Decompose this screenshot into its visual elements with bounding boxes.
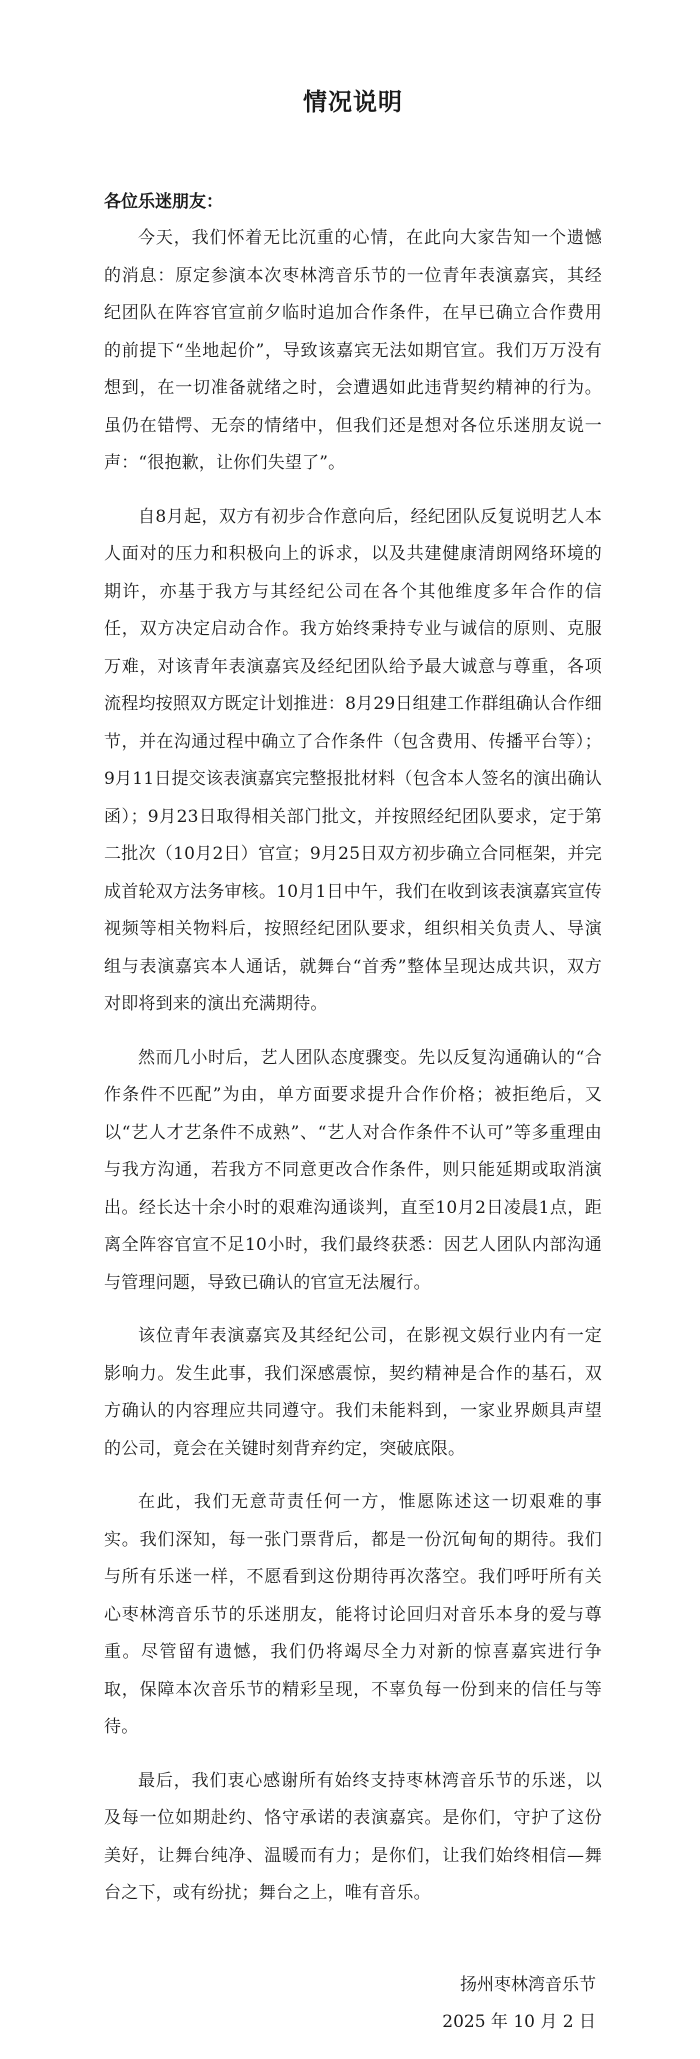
document-title: 情况说明	[303, 88, 403, 116]
paragraph-6: 最后，我们衷心感谢所有始终支持枣林湾音乐节的乐迷，以及每一位如期赴约、恪守承诺的表演嘉宾。是你们，守护了这份美好，让舞台纯净、温暖而有力；是你们，让我们始终相信—舞台之下，或有纷扰；舞台之上，唯有音乐。	[104, 1770, 602, 1903]
signature-organization: 扬州枣林湾音乐节	[460, 1974, 596, 1995]
signature-date: 2025 年 10 月 2 日	[442, 2011, 596, 2032]
signature-block	[104, 1967, 602, 2041]
paragraph-1: 今天，我们怀着无比沉重的心情，在此向大家告知一个遗憾的消息：原定参演本次枣林湾音乐节的一位青年表演嘉宾，其经纪团队在阵容官宣前夕临时追加合作条件，在早已确立合作费用的前提下“坐地起价”，导致该嘉宾无法如期官宣。我们万万没有想到，在一切准备就绪之时，会遭遇如此违背契约精神的行为。虽仍在错愕、无奈的情绪中，但我们还是想对各位乐迷朋友说一声：“很抱歉，让你们失望了”。	[104, 228, 602, 473]
salutation: 各位乐迷朋友：	[104, 192, 223, 212]
paragraph-4: 该位青年表演嘉宾及其经纪公司，在影视文娱行业内有一定影响力。发生此事，我们深感震惊，契约精神是合作的基石，双方确认的内容理应共同遵守。我们未能料到，一家业界颇具声望的公司，竟会在关键时刻背弃约定，突破底限。	[104, 1326, 602, 1459]
paragraph-2: 自8月起，双方有初步合作意向后，经纪团队反复说明艺人本人面对的压力和积极向上的诉求，以及共建健康清朗网络环境的期许，亦基于我方与其经纪公司在各个其他维度多年合作的信任，双方决定启动合作。我方始终秉持专业与诚信的原则、克服万难，对该青年表演嘉宾及经纪团队给予最大诚意与尊重，各项流程均按照双方既定计划推进：8月29日组建工作群组确认合作细节，并在沟通过程中确立了合作条件（包含费用、传播平台等）；9月11日提交该表演嘉宾完整报批材料（包含本人签名的演出确认函）；9月23日取得相关部门批文，并按照经纪团队要求，定于第二批次（10月2日）官宣；9月25日双方初步确立合同框架，并完成首轮双方法务审核。10月1日中午，我们在收到该表演嘉宾宣传视频等相关物料后，按照经纪团队要求，组织相关负责人、导演组与表演嘉宾本人通话，就舞台“首秀”整体呈现达成共识，双方对即将到来的演出充满期待。	[104, 506, 602, 1014]
paragraph-5: 在此，我们无意苛责任何一方，惟愿陈述这一切艰难的事实。我们深知，每一张门票背后，都是一份沉甸甸的期待。我们与所有乐迷一样，不愿看到这份期待再次落空。我们呼吁所有关心枣林湾音乐节的乐迷朋友，能将讨论回归对音乐本身的爱与尊重。尽管留有遗憾，我们仍将竭尽全力对新的惊喜嘉宾进行争取，保障本次音乐节的精彩呈现，不辜负每一份到来的信任与等待。	[104, 1492, 602, 1737]
paragraph-3: 然而几小时后，艺人团队态度骤变。先以反复沟通确认的“合作条件不匹配”为由，单方面要求提升合作价格；被拒绝后，又以“艺人才艺条件不成熟”、“艺人对合作条件不认可”等多重理由与我方沟通，若我方不同意更改合作条件，则只能延期或取消演出。经长达十余小时的艰难沟通谈判，直至10月2日凌晨1点，距离全阵容官宣不足10小时，我们最终获悉：因艺人团队内部沟通与管理问题，导致已确认的官宣无法履行。	[104, 1047, 602, 1293]
